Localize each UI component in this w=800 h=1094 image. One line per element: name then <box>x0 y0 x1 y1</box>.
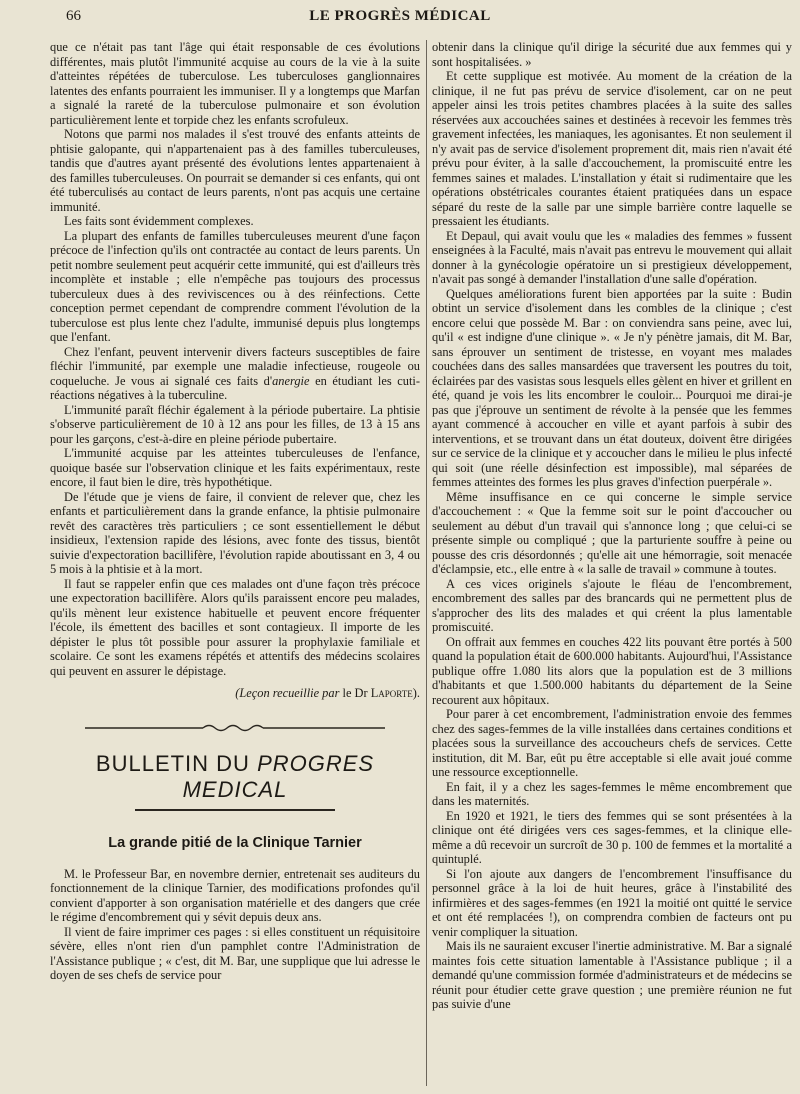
paragraph: obtenir dans la clinique qu'il dirige la sécurité due aux femmes qui y sont hospitalisées. » <box>432 40 792 69</box>
paragraph: On offrait aux femmes en couches 422 lits pouvant être portés à 500 quand la population était de 600.000 habitants. Aujourd'hui, l'Assistance publique offre 1.080 lits alors que la population est de 3 millions d'habitants et que 1.500.000 habitants du département de la Seine recourent aux hôpitaux. <box>432 634 792 707</box>
paragraph: Il vient de faire imprimer ces pages : si elles constituent un réquisitoire sévère, elles n'ont rien d'un pamphlet contre l'Administration de l'Assistance publique ; « c'est, dit M. Bar, une supplique que lui adresse le doyen de ses chefs de service pour <box>50 924 420 982</box>
paragraph: M. le Professeur Bar, en novembre dernier, entretenait ses auditeurs du fonctionnement de la clinique Tarnier, des modifications profondes qu'il convient d'apporter à son organisation matérielle et des dangers que crée le régime d'encombrement qui y sévit depuis deux ans. <box>50 866 420 924</box>
signature-title: le Dr <box>342 686 368 700</box>
running-title: LE PROGRÈS MÉDICAL <box>309 8 491 24</box>
paragraph: Notons que parmi nos malades il s'est trouvé des enfants atteints de phtisie galopante, qui n'appartenaient pas à des familles tuberculeuses, tandis que d'autres ayant présenté des évolutions lentes appartenaient à des familles tuberculeuses. On pourrait se demander si ces enfants, qui ont été tuberculisés au contact de leurs parents, n'ont pas acquis une certaine immunité. <box>50 127 420 214</box>
signature-prefix: (Leçon recueillie par <box>235 686 340 700</box>
paragraph: En fait, il y a chez les sages-femmes le même encombrement que dans les maternités. <box>432 779 792 808</box>
heading-rule <box>135 809 335 811</box>
paragraph: Il faut se rappeler enfin que ces malades ont d'une façon très précoce une expectoration bacillifère. Alors qu'ils paraissent encore peu malades, qu'ils mènent leur existence habituelle et peuvent encore fréquenter l'école, ils émettent des bacilles et sont contagieux. Il importe de les dépister le plus tôt possible pour assurer la prophylaxie familiale et scolaire. Ce sont les examens répétés et attentifs des médecins scolaires qui peuvent en assurer le dépistage. <box>50 576 420 678</box>
paragraph: Quelques améliorations furent bien apportées par la suite : Budin obtint un service d'isolement dans les combles de la clinique ; c'est encore celui que possède M. Bar : on conviendra sans peine, avec lui, qu'il « est indigne d'une clinique ». « Je n'y pénètre jamais, dit M. Bar, sans éprouver un sentiment de tristesse, en voyant mes malades couchées dans des salles mansardées que traversent les poutres du toit, éclairées par des vasistas sous lesquels elles gèlent en hiver et grillent en été, quand je vois les lits encombrer le couloir... Pourquoi me dirai-je pas que j'éprouve un sentiment de révolte à la pensée que les femmes ayant commencé à accoucher en ville et ayant parfois à subir des interventions, et se trouvant dans un état douteux, doivent être dirigées sur ce service de la clinique et y accoucher dans le milieu le plus infecté qui soit (une réelle désinfection est impossible), mal séparées de femmes atteintes des formes les plus graves d'infection puerpérale ». <box>432 286 792 489</box>
paragraph: Même insuffisance en ce qui concerne le simple service d'accouchement : « Que la femme soit sur le point d'accoucher ou seulement au début d'un travail qui s'annonce long ; que celui-ci se présente simple ou compliqué ; que la parturiente souffre à peine ou pousse des cris désordonnés ; qu'elle ait une hémorragie, soit menacée d'éclampsie, etc., elle entre à « la salle de travail » commune à toutes. <box>432 489 792 576</box>
page-header <box>0 6 800 30</box>
signature-name: Laporte <box>370 686 413 700</box>
paragraph <box>50 345 420 403</box>
paragraph: L'immunité paraît fléchir également à la période pubertaire. La phtisie s'observe particulièrement de 10 à 12 ans pour les filles, de 13 à 15 ans pour les garçons, c'est-à-dire en pleine période pubertaire. <box>50 402 420 446</box>
text-run: en étudiant les cuti-réactions négatives à la tuberculine. <box>50 373 420 402</box>
text-run: Chez l'enfant, peuvent intervenir divers facteurs susceptibles de faire fléchir l'immunité, par exemple une maladie infectieuse, rougeole ou coqueluche. Je vous ai signalé ces faits d' <box>50 344 420 388</box>
ornamental-divider <box>85 723 385 733</box>
paragraph: Et cette supplique est motivée. Au moment de la création de la clinique, il ne fut pas prévu de service d'isolement, car on ne peut appeler ainsi les trois petites chambres placées à la suite des salles réservées aux accouchées saines et destinées à recevoir les femmes très gravement infectées, les maniaques, les agonisantes. Et non seulement il n'y avait pas de service d'isolement proprement dit, mais rien n'avait été prévu pour éviter, à la salle d'accouchement, la promiscuité entre les femmes saines et malades. L'installation y était si rudimentaire que les opérations obstétricales courantes étaient pratiquées dans un espace séparé du reste de la salle par une simple barrière contre laquelle se pressaient les étudiants. <box>432 69 792 228</box>
paragraph: Mais ils ne sauraient excuser l'inertie administrative. M. Bar a signalé maintes fois cette situation lamentable à l'Assistance publique ; il a demandé qu'une commission formée d'administrateurs et de médecins se réunit pour étudier cette grave question ; une première réunion ne fut pas suivie d'une <box>432 939 792 1011</box>
column-divider <box>426 40 427 1086</box>
paragraph: que ce n'était pas tant l'âge qui était responsable de ces évolutions différentes, mais plutôt l'immunité acquise au cours de la vie à la suite d'atteintes répétées de tuberculose. Les tuberculoses ganglionnaires latentes des enfants pourraient les immuniser. Il y a longtemps que Marfan a signalé la rareté de la tuberculose pulmonaire et son évolution particulièrement lente et torpide chez les enfants scrofuleux. <box>50 40 420 127</box>
left-column <box>50 40 420 1086</box>
paragraph: Et Depaul, qui avait voulu que les « maladies des femmes » fussent enseignées à la Faculté, mais n'avait pas entrevu le mouvement qui allait donner à la gynécologie opératoire un si prestigieux développement, n'avait pas songé à demander l'installation d'une salle d'opération. <box>432 228 792 286</box>
paragraph: En 1920 et 1921, le tiers des femmes qui se sont présentées à la clinique ont été dirigées vers ces sages-femmes, et la clinique elle-même a dû recevoir un surcroît de 30 p. 100 de femmes et la mortalité a quintuplé. <box>432 808 792 866</box>
section-heading <box>50 751 420 803</box>
paragraph: Les faits sont évidemment complexes. <box>64 214 254 228</box>
paragraph: Si l'on ajoute aux dangers de l'encombrement l'insuffisance du personnel grâce à la loi de huit heures, grâce à l'instabilité des infirmières et des sages-femmes (en 1921 la moitié ont quitté le service et ont été remplacées !), on comprendra combien de facteurs ont pu venir compliquer la situation. <box>432 866 792 939</box>
page-number: 66 <box>66 8 81 24</box>
paragraph: L'immunité acquise par les atteintes tuberculeuses de l'enfance, quoique basée sur l'observation clinique et les faits expérimentaux, reste encore, il faut bien le dire, très hypothétique. <box>50 446 420 489</box>
paragraph: De l'étude que je viens de faire, il convient de relever que, chez les enfants et particulièrement dans la grande enfance, la phtisie pulmonaire revêt des caractères très particuliers ; ce sont essentiellement le début insidieux, l'extension rapide des lésions, avec fonte des tissus, bientôt suivie d'expectoration bacillifère, l'évolution rapide aboutissant en 3, 4 ou 5 mois à la phtisie et à la mort. <box>50 489 420 576</box>
signature <box>50 686 420 701</box>
section-heading-plain: BULLETIN DU <box>95 750 258 776</box>
right-column <box>432 40 792 1086</box>
paragraph: La plupart des enfants de familles tuberculeuses meurent d'une façon précoce de l'infection qu'ils ont contractée au contact de leurs parents. Un petit nombre seulement peut acquérir cette immunité, qui est d'ailleurs très incomplète et instable ; elle n'empêche pas toujours des processus tuberculeux dues à des reviviscences ou à des réinfections. Cette conception permet cependant de comprendre comment l'évolution de la tuberculose est plus lente chez l'adulte, immunisé depuis plus longtemps que l'enfant. <box>50 228 420 344</box>
paragraph: Pour parer à cet encombrement, l'administration envoie des femmes chez des sages-femmes de la ville installées dans certaines conditions et placées sous la surveillance des accoucheurs chefs de services. Cette institution, dit M. Bar, eût pu être acceptable si elle avait joué comme une ressource exceptionnelle. <box>432 707 792 779</box>
signature-suffix: ). <box>412 686 420 700</box>
article-title: La grande pitié de la Clinique Tarnier <box>108 834 362 851</box>
section-heading-italic: PROGRES MEDICAL <box>182 750 375 802</box>
italic-term: anergie <box>272 373 310 388</box>
paragraph: A ces vices originels s'ajoute le fléau de l'encombrement, encombrement des salles par des brancards qui ne permettent plus de s'approcher des lits des malades et qui créent la plus lamentable promiscuité. <box>432 576 792 634</box>
